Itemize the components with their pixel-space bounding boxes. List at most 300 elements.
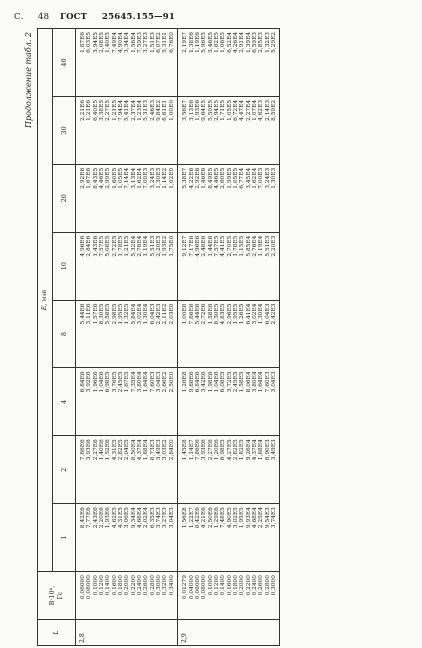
b-value: 0,1600 <box>226 575 233 596</box>
flux-value: 1,06E5 <box>220 32 227 53</box>
flux-value: 2,70E5 <box>226 235 233 257</box>
flux-value: 1,93E2 <box>162 235 169 257</box>
flux-value: 1,95E5 <box>239 507 246 529</box>
energy-column-header: 10 <box>53 232 76 300</box>
b-value: 0,1800 <box>232 575 239 596</box>
flux-value: 3,76E5 <box>111 371 118 393</box>
flux-value: 2,42E3 <box>156 303 163 325</box>
flux-value: 1,45E8 <box>182 439 189 461</box>
flux-value: 1,43E6 <box>92 235 99 257</box>
flux-value: 5,31E1 <box>162 32 169 53</box>
flux-value: 3,04E3 <box>156 371 163 393</box>
flux-value: 2,98E5 <box>111 303 118 325</box>
flux-value: 1,40E6 <box>99 439 106 461</box>
flux-value: 9,34E4 <box>130 507 137 529</box>
flux-value: 7,14E4 <box>124 167 131 189</box>
flux-value: 4,22E6 <box>188 167 195 189</box>
flux-value: 1,98E6 <box>207 371 214 393</box>
flux-value: 2,27E5 <box>105 99 112 121</box>
flux-values-cell <box>76 504 178 572</box>
flux-value: 1,88E4 <box>143 439 150 461</box>
flux-value: 4,68E4 <box>137 507 144 529</box>
flux-value: 1,39E4 <box>245 32 252 53</box>
flux-value: 4,46E5 <box>213 167 220 189</box>
flux-value: 1,19E4 <box>143 235 150 257</box>
flux-value: 1,26E5 <box>239 303 246 325</box>
flux-value: 4,27E5 <box>226 439 233 461</box>
flux-value: 5,31E3 <box>143 99 150 121</box>
flux-value: 3,02E4 <box>137 303 144 325</box>
flux-value: 7,35E4 <box>130 371 137 393</box>
flux-values-cell <box>76 436 178 504</box>
b-value: 0,2800 <box>264 575 271 596</box>
flux-value: 4,26E4 <box>232 32 239 53</box>
flux-value: 9,93E4 <box>245 507 252 529</box>
flux-value: 2,99E5 <box>105 167 112 189</box>
flux-value: 1,87E6 <box>80 32 86 53</box>
flux-value: 6,98E5 <box>105 371 112 393</box>
flux-value: 6,35E3 <box>149 507 156 529</box>
flux-value: 1,96E6 <box>92 371 99 393</box>
flux-value: 5,51E3 <box>149 235 156 257</box>
b-value: 0,3000 <box>156 575 163 596</box>
flux-value: 4,83E5 <box>220 303 227 325</box>
flux-value: 2,27E4 <box>245 99 252 121</box>
flux-value: 1,40E5 <box>105 32 112 53</box>
b-value: 0,2400 <box>251 575 258 596</box>
flux-value: 2,50E0 <box>168 371 175 393</box>
flux-value: 8,90E3 <box>264 439 271 461</box>
flux-value: 2,11E2 <box>162 303 169 325</box>
flux-value: 4,96E6 <box>194 235 201 257</box>
flux-value: 3,02E5 <box>232 507 239 529</box>
energy-header <box>38 29 53 572</box>
flux-value: 3,46E5 <box>207 32 214 53</box>
flux-values-cell <box>178 300 280 368</box>
l-value: 2,8 <box>79 633 86 643</box>
flux-value: 1,67E6 <box>86 167 93 189</box>
flux-value: 8,61E1 <box>162 99 169 121</box>
flux-value: 3,56E7 <box>182 99 189 121</box>
flux-value: 2,20E6 <box>99 507 106 529</box>
flux-value: 6,41E4 <box>245 303 252 325</box>
flux-value: 1,71E5 <box>220 99 227 121</box>
flux-values-cell <box>76 29 178 97</box>
b-value: 0,04000 <box>188 575 195 600</box>
flux-value: 5,44E6 <box>194 303 201 325</box>
flux-value: 1,23E4 <box>137 99 144 121</box>
column-header-l: L <box>38 620 76 646</box>
flux-value: 1,00E0 <box>168 99 175 121</box>
flux-value: 2,85E3 <box>258 32 265 53</box>
page-header <box>14 12 414 26</box>
flux-value: 1,26E8 <box>182 371 189 393</box>
flux-value: 1,38E6 <box>188 32 195 53</box>
table-row <box>178 29 280 646</box>
flux-value: 2,84E6 <box>86 235 93 257</box>
flux-value: 3,80E4 <box>251 371 258 393</box>
energy-unit: МэВ <box>42 289 49 302</box>
column-header-b <box>38 572 76 620</box>
flux-value: 1,78E5 <box>232 235 239 257</box>
flux-value: 3,38E5 <box>99 99 106 121</box>
flux-value: 7,59E3 <box>137 32 144 53</box>
flux-values-cell <box>76 232 178 300</box>
flux-value: 9,88E6 <box>188 371 195 393</box>
b-value: 0,1000 <box>207 575 214 596</box>
flux-value: 4,62E5 <box>111 507 118 529</box>
flux-value: 2,72E5 <box>111 235 118 257</box>
flux-value: 5,96E5 <box>201 32 208 53</box>
flux-value: 7,94E4 <box>118 99 125 121</box>
flux-value: 5,58E5 <box>105 303 112 325</box>
flux-value: 4,37E4 <box>251 439 258 461</box>
flux-value: 1,58E5 <box>239 371 246 393</box>
flux-values-cell <box>178 29 280 97</box>
flux-value: 1,44E6 <box>207 235 214 257</box>
flux-value: 1,88E4 <box>258 439 265 461</box>
flux-value: 6,04E3 <box>264 303 271 325</box>
b-value: 0,2600 <box>258 575 265 596</box>
energy-column-header: 40 <box>53 29 76 97</box>
flux-value: 8,06E4 <box>245 371 252 393</box>
flux-value: 1,93E6 <box>194 99 201 121</box>
flux-value: 2,20E3 <box>156 235 163 257</box>
flux-value: 4,31E5 <box>111 439 118 461</box>
flux-value: 2,45E5 <box>118 371 125 393</box>
energy-column-header: 30 <box>53 96 76 164</box>
flux-value: 2,37E4 <box>130 99 137 121</box>
flux-values-cell <box>76 368 178 436</box>
flux-value: 6,03E5 <box>86 32 93 53</box>
flux-value: 2,50E6 <box>207 507 214 529</box>
b-value: 0,1400 <box>220 575 227 596</box>
flux-value: 6,84E6 <box>194 371 201 393</box>
energy-column-header: 2 <box>53 436 76 504</box>
flux-value: 1,05E5 <box>226 99 233 121</box>
flux-value: 8,59E2 <box>270 99 277 121</box>
standard-label: ГОСТ <box>60 12 88 22</box>
flux-value: 1,04E6 <box>99 371 106 393</box>
flux-value: 2,21E6 <box>80 99 86 121</box>
flux-value: 2,20E3 <box>270 235 277 257</box>
flux-value: 2,72E6 <box>201 303 208 325</box>
flux-value: 1,95E5 <box>118 303 125 325</box>
b-value: 0,3000 <box>270 575 277 596</box>
b-value: 0,1200 <box>99 575 106 596</box>
flux-value: 1,14E2 <box>162 167 169 189</box>
flux-value: 5,84E4 <box>130 303 137 325</box>
flux-value: 3,27E3 <box>143 32 150 53</box>
flux-value: 6,40E5 <box>92 99 99 121</box>
flux-value: 9,84E2 <box>156 99 163 121</box>
flux-value: 6,08E5 <box>220 371 227 393</box>
b-value: 0,2400 <box>137 575 144 596</box>
flux-value: 2,27E6 <box>92 439 99 461</box>
flux-value: 6,84E6 <box>80 371 86 393</box>
flux-value: 8,30E5 <box>213 303 220 325</box>
flux-value: 2,25E4 <box>258 507 265 529</box>
flux-value: 1,15E5 <box>239 235 246 257</box>
flux-value: 2,92E6 <box>80 167 86 189</box>
flux-value: 8,43E5 <box>92 167 99 189</box>
flux-value: 3,04E3 <box>270 371 277 393</box>
flux-value: 3,34E4 <box>124 32 131 53</box>
flux-value: 6,52E4 <box>226 32 233 53</box>
flux-value: 1,64E4 <box>258 371 265 393</box>
b-value: 0,01279 <box>182 575 189 600</box>
flux-value: 7,60E3 <box>149 371 156 393</box>
l-value-cell <box>178 620 280 646</box>
flux-value: 7,48E5 <box>220 507 227 529</box>
flux-value: 2,82E5 <box>232 439 239 461</box>
flux-value: 4,37E4 <box>137 439 144 461</box>
flux-value: 4,21E6 <box>201 507 208 529</box>
flux-value: 3,94E5 <box>92 32 99 53</box>
flux-value: 2,14E3 <box>264 99 271 121</box>
flux-value: 3,74E3 <box>270 507 277 529</box>
flux-value: 2,76E4 <box>137 235 144 257</box>
flux-value: 1,32E5 <box>124 303 131 325</box>
flux-value: 1,75E0 <box>168 235 175 257</box>
flux-value: 3,13E6 <box>188 99 195 121</box>
flux-value: 1,05E5 <box>118 167 125 189</box>
flux-value: 1,04E6 <box>213 371 220 393</box>
flux-value: 2,91E4 <box>239 32 246 53</box>
flux-value: 3,03E2 <box>162 439 169 461</box>
flux-value: 1,62E4 <box>251 167 258 189</box>
flux-value: 6,07E2 <box>156 32 163 53</box>
flux-value: 1,93E6 <box>105 507 112 529</box>
flux-value: 7,86E6 <box>80 439 86 461</box>
b-value: 0,08000 <box>201 575 208 600</box>
flux-value: 1,58E6 <box>207 303 214 325</box>
flux-value: 5,29E2 <box>270 32 277 53</box>
flux-value: 3,45E4 <box>245 167 252 189</box>
flux-value: 8,49E5 <box>207 167 214 189</box>
flux-value: 2,84E0 <box>168 439 175 461</box>
flux-value: 3,49E3 <box>156 439 163 461</box>
flux-value: 2,45E5 <box>232 371 239 393</box>
flux-value: 1,95E5 <box>232 303 239 325</box>
flux-value: 7,77E6 <box>86 507 93 529</box>
b-value: 0,2800 <box>149 575 156 596</box>
b-value: 0,2600 <box>143 575 150 596</box>
flux-value: 7,60E3 <box>264 371 271 393</box>
section-letter: С. <box>14 12 24 22</box>
flux-value: 7,86E6 <box>194 439 201 461</box>
flux-value: 3,74E3 <box>156 507 163 529</box>
flux-value: 3,24E3 <box>264 167 271 189</box>
flux-values-cell <box>178 504 280 572</box>
flux-value: 1,51E3 <box>149 32 156 53</box>
l-value: 2,9 <box>181 633 189 643</box>
flux-value: 6,72E4 <box>232 99 239 121</box>
flux-value: 2,82E5 <box>118 439 125 461</box>
flux-value: 4,96E6 <box>80 235 86 257</box>
flux-value: 4,68E4 <box>251 507 258 529</box>
flux-value: 5,85E4 <box>245 235 252 257</box>
column-header-b-unit: Гс <box>55 591 64 600</box>
flux-value: 3,24E3 <box>149 167 156 189</box>
flux-value: 8,42E6 <box>194 507 201 529</box>
flux-value: 1,59E5 <box>226 167 233 189</box>
flux-value: 5,32E4 <box>130 235 137 257</box>
flux-value: 6,59E3 <box>251 32 258 53</box>
flux-value: 1,14E7 <box>188 439 195 461</box>
flux-value: 3,06E5 <box>124 507 131 529</box>
flux-value: 4,46E5 <box>99 167 106 189</box>
flux-value: 2,46E3 <box>149 99 156 121</box>
flux-value: 1,29E6 <box>213 507 220 529</box>
flux-value: 4,47E4 <box>239 99 246 121</box>
flux-value: 2,48E6 <box>201 235 208 257</box>
flux-values-cell <box>76 96 178 164</box>
b-values-cell <box>76 572 178 620</box>
flux-value: 1,30E4 <box>143 303 150 325</box>
table-row <box>76 29 178 646</box>
flux-values-cell <box>178 436 280 504</box>
b-value: 0,06000 <box>194 575 201 600</box>
energy-column-header: 4 <box>53 368 76 436</box>
flux-value: 2,04E5 <box>124 439 131 461</box>
b-value: 0,08000 <box>86 575 93 600</box>
flux-value: 5,38E7 <box>182 167 189 189</box>
flux-value: 1,52E6 <box>105 439 112 461</box>
flux-value: 1,22E7 <box>188 507 195 529</box>
flux-value: 3,80E4 <box>137 371 144 393</box>
page-number: 48 <box>38 12 50 22</box>
flux-value: 3,93E6 <box>86 439 93 461</box>
flux-value: 5,50E5 <box>207 99 214 121</box>
flux-value: 7,86E6 <box>188 303 195 325</box>
standard-number: 25645.155—91 <box>102 12 176 22</box>
flux-value: 8,30E5 <box>99 303 106 325</box>
flux-values-cell <box>76 300 178 368</box>
energy-column-header: 8 <box>53 300 76 368</box>
b-value: 0,2000 <box>124 575 131 596</box>
flux-values-cell <box>76 164 178 232</box>
flux-value: 7,00E3 <box>143 167 150 189</box>
flux-values-cell <box>178 368 280 436</box>
flux-value: 5,08E5 <box>105 235 112 257</box>
flux-value: 4,62E3 <box>258 99 265 121</box>
flux-value: 1,62E4 <box>137 167 144 189</box>
flux-value: 4,90E5 <box>226 507 233 529</box>
flux-value: 9,64E5 <box>201 99 208 121</box>
flux-value: 1,02E0 <box>168 167 175 189</box>
flux-value: 7,00E3 <box>258 167 265 189</box>
flux-value: 2,27E6 <box>207 439 214 461</box>
flux-value: 5,41E4 <box>124 99 131 121</box>
b-value: 0,3200 <box>162 575 169 596</box>
b-value: 0,2000 <box>239 575 246 596</box>
flux-table <box>37 28 280 646</box>
flux-value: 1,19E4 <box>258 235 265 257</box>
energy-symbol: E, <box>40 303 49 311</box>
flux-value: 6,04E3 <box>149 303 156 325</box>
b-value: 0,2200 <box>130 575 137 596</box>
flux-value: 1,21E5 <box>111 99 118 121</box>
flux-value: 1,05E5 <box>232 167 239 189</box>
energy-column-header: 20 <box>53 164 76 232</box>
flux-value: 1,00E8 <box>182 303 189 325</box>
flux-values-cell <box>178 232 280 300</box>
flux-value: 1,60E5 <box>111 167 118 189</box>
flux-values-cell <box>178 96 280 164</box>
flux-value: 3,02E4 <box>251 303 258 325</box>
flux-value: 3,72E5 <box>226 371 233 393</box>
flux-value: 1,19E6 <box>194 32 201 53</box>
table-continuation-label: Продолжение табл. 2 <box>24 32 33 128</box>
b-value: 0,1400 <box>105 575 112 596</box>
b-value: 0,3400 <box>168 575 175 596</box>
flux-value: 6,98E5 <box>220 439 227 461</box>
flux-value: 1,21E6 <box>86 99 93 121</box>
flux-value: 3,27E3 <box>162 507 169 529</box>
flux-value: 1,78E5 <box>118 235 125 257</box>
b-value: 0,1000 <box>92 575 99 596</box>
flux-value: 3,11E6 <box>86 303 93 325</box>
flux-value: 2,60E5 <box>220 167 227 189</box>
flux-value: 1,46E6 <box>201 167 208 189</box>
flux-value: 9,12E7 <box>182 235 189 257</box>
flux-value: 1,20E6 <box>213 439 220 461</box>
flux-value: 1,67E5 <box>124 371 131 393</box>
flux-value: 2,66E2 <box>162 371 169 393</box>
energy-values-row <box>53 29 76 646</box>
flux-value: 1,56E4 <box>130 32 137 53</box>
flux-value: 7,57E5 <box>99 235 106 257</box>
flux-value: 1,30E3 <box>156 167 163 189</box>
b-value: 0,1800 <box>118 575 125 596</box>
flux-value: 1,56E8 <box>182 507 189 529</box>
flux-value: 1,30E4 <box>258 303 265 325</box>
flux-value: 7,17E6 <box>188 235 195 257</box>
flux-value: 3,93E6 <box>201 439 208 461</box>
table-body <box>76 29 280 646</box>
flux-value: 7,57E5 <box>213 235 220 257</box>
flux-value: 8,42E6 <box>80 507 86 529</box>
flux-value: 2,42E3 <box>270 303 277 325</box>
flux-value: 2,43E6 <box>92 507 99 529</box>
flux-value: 4,90E4 <box>118 32 125 53</box>
flux-value: 1,57E6 <box>92 303 99 325</box>
flux-value: 1,32E3 <box>264 32 271 53</box>
flux-value: 4,31E5 <box>118 507 125 529</box>
flux-value: 3,49E3 <box>270 439 277 461</box>
flux-value: 2,03E0 <box>168 303 175 325</box>
flux-value: 8,73E3 <box>149 439 156 461</box>
flux-value: 1,07E4 <box>251 99 258 121</box>
flux-value: 6,77E4 <box>239 167 246 189</box>
flux-value: 9,26E4 <box>245 439 252 461</box>
flux-value: 9,54E3 <box>264 507 271 529</box>
column-header-b-symbol: B·10⁴, <box>48 585 56 606</box>
b-value: 0,1200 <box>213 575 220 596</box>
flux-value: 2,92E6 <box>194 167 201 189</box>
flux-value: 5,51E3 <box>264 235 271 257</box>
flux-value: 6,76E0 <box>168 32 175 53</box>
flux-value: 1,30E3 <box>270 167 277 189</box>
flux-value: 1,82E5 <box>213 32 220 53</box>
b-value: 0,2200 <box>245 575 252 596</box>
flux-value: 1,64E4 <box>143 371 150 393</box>
flux-value: 1,82E5 <box>239 439 246 461</box>
flux-value: 1,21E5 <box>124 235 131 257</box>
flux-value: 2,76E4 <box>251 235 258 257</box>
flux-value: 2,96E5 <box>226 303 233 325</box>
